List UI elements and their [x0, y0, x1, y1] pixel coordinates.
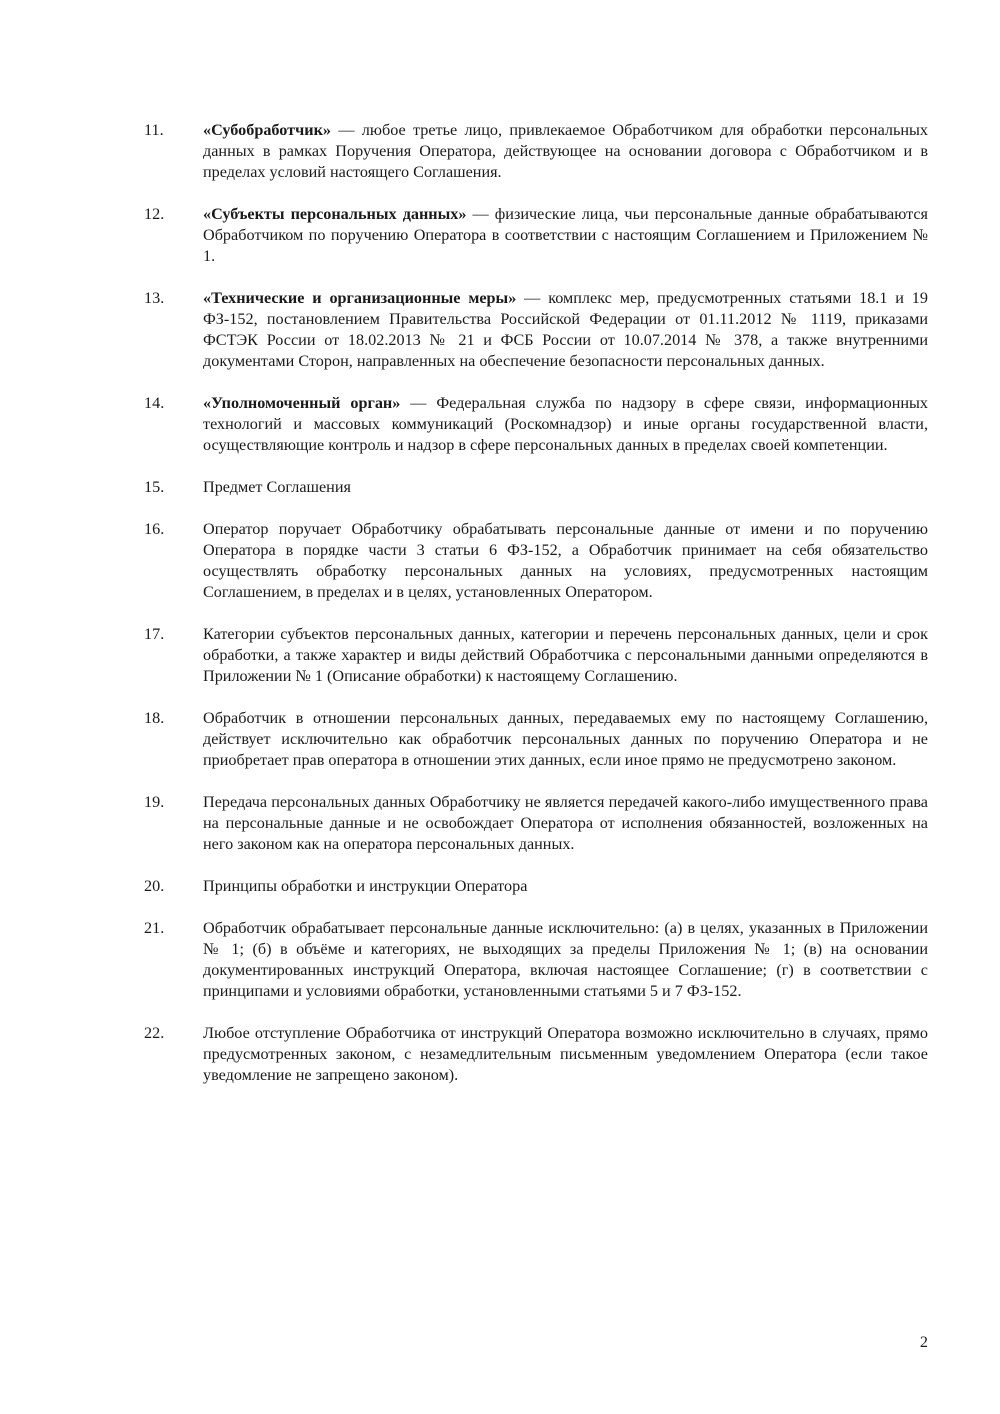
clause-body — [203, 204, 928, 267]
section-heading: Предмет Соглашения — [203, 478, 351, 496]
clause-term: «Субобработчик» — [203, 121, 332, 139]
clause-text: Передача персональных данных Обработчику не является передачей какого-либо имущественного права на персональные данные и не освобождает Оператора от исполнения обязанностей, возложенных на него законом как на оператора персональных данных. — [203, 793, 928, 853]
clause-text: — любое третье лицо, привлекаемое Обработчиком для обработки персональных данных в рамках Поручения Оператора, действующее на основании договора с Обработчиком и в пределах условий настоящего Соглашения. — [203, 121, 928, 181]
clause-body — [203, 288, 928, 372]
clause-text: Категории субъектов персональных данных, категории и перечень персональных данных, цели и срок обработки, а также характер и виды действий Обработчика с персональными данными определяются в Приложении № 1 (Описание обработки) к настоящему Соглашению. — [203, 625, 928, 685]
clause-text: — комплекс мер, предусмотренных статьями 18.1 и 19 ФЗ-152, постановлением Правительства Российской Федерации от 01.11.2012 № 1119, приказами ФСТЭК России от 18.02.2013 № 21 и ФСБ России от 10.07.2014 № 378, а также внутренними документами Сторон, направленных на обеспечение безопасности персональных данных. — [203, 289, 928, 370]
clause-item — [144, 624, 928, 687]
clause-item — [144, 792, 928, 855]
clause-item — [144, 876, 928, 897]
clause-term: «Уполномоченный орган» — [203, 394, 401, 412]
clause-item — [144, 288, 928, 372]
clause-item — [144, 477, 928, 498]
clause-text: Обработчик обрабатывает персональные данные исключительно: (а) в целях, указанных в Приложении № 1; (б) в объёме и категориях, не выходящих за пределы Приложения № 1; (в) на основании документированных инструкций Оператора, включая настоящее Соглашение; (г) в соответствии с принципами и условиями обработки, установленными статьями 5 и 7 ФЗ-152. — [203, 919, 928, 1000]
clause-body — [203, 120, 928, 183]
clause-number: 15. — [144, 478, 165, 496]
clause-body — [203, 393, 928, 456]
clause-item — [144, 393, 928, 456]
page-number: 2 — [919, 1333, 928, 1351]
clause-item — [144, 708, 928, 771]
clause-number: 17. — [144, 625, 165, 643]
clause-term: «Технические и организационные меры» — [203, 289, 517, 307]
clause-number: 19. — [144, 793, 165, 811]
section-heading: Принципы обработки и инструкции Оператора — [203, 877, 528, 895]
clause-text: Любое отступление Обработчика от инструкций Оператора возможно исключительно в случаях, прямо предусмотренных законом, с незамедлительным письменным уведомлением Оператора (если такое уведомление не запрещено законом). — [203, 1024, 928, 1084]
clause-number: 14. — [144, 394, 165, 412]
clause-number: 13. — [144, 289, 165, 307]
clause-item — [144, 204, 928, 267]
clause-number: 18. — [144, 709, 165, 727]
clause-item — [144, 918, 928, 1002]
clause-item — [144, 120, 928, 183]
clause-text: Оператор поручает Обработчику обрабатывать персональные данные от имени и по поручению Оператора в порядке части 3 статьи 6 ФЗ-152, а Обработчик принимает на себя обязательство осуществлять обработку персональных данных на условиях, предусмотренных настоящим Соглашением, в пределах и в целях, установленных Оператором. — [203, 520, 928, 601]
clause-number: 21. — [144, 919, 165, 937]
clause-text: — Федеральная служба по надзору в сфере связи, информационных технологий и массовых коммуникаций (Роскомнадзор) и иные органы государственной власти, осуществляющие контроль и надзор в сфере персональных данных в пределах своей компетенции. — [203, 394, 928, 454]
clause-number: 11. — [144, 121, 164, 139]
clause-number: 12. — [144, 205, 165, 223]
clause-list — [144, 120, 928, 1107]
clause-item — [144, 519, 928, 603]
clause-item — [144, 1023, 928, 1086]
clause-text: — физические лица, чьи персональные данные обрабатываются Обработчиком по поручению Оператора в соответствии с настоящим Соглашением и Приложением № 1. — [203, 205, 928, 265]
clause-term: «Субъекты персональных данных» — [203, 205, 467, 223]
clause-number: 22. — [144, 1024, 165, 1042]
clause-number: 16. — [144, 520, 165, 538]
clause-number: 20. — [144, 877, 165, 895]
clause-text: Обработчик в отношении персональных данных, передаваемых ему по настоящему Соглашению, действует исключительно как обработчик персональных данных по поручению Оператора и не приобретает прав оператора в отношении этих данных, если иное прямо не предусмотрено законом. — [203, 709, 928, 769]
